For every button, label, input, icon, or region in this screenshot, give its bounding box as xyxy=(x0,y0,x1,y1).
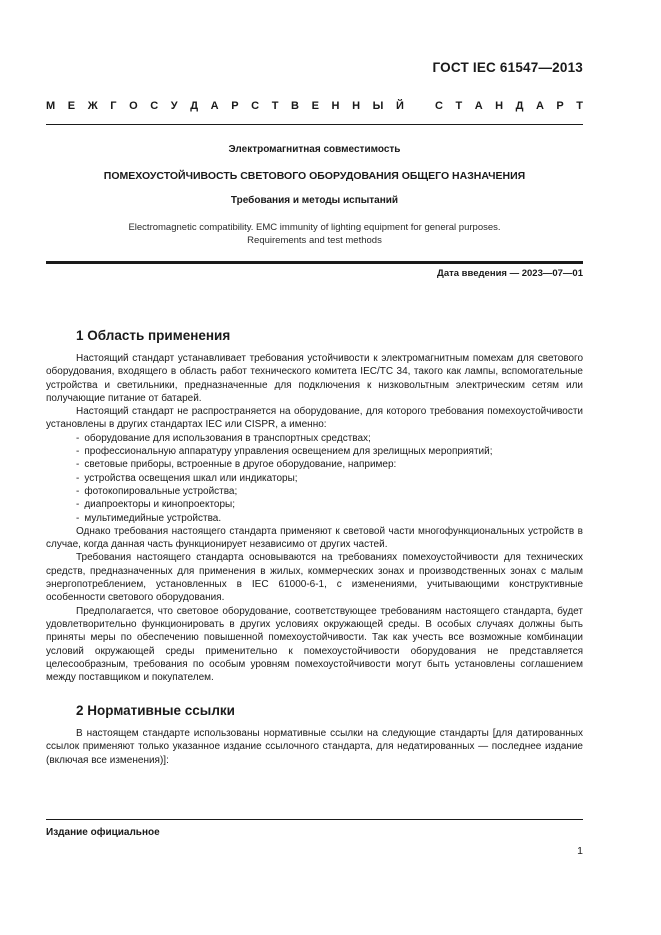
paragraph: Настоящий стандарт устанавливает требования устойчивости к электромагнитным помехам для светового оборудования, входящего в область работ технического комитета IEC/TC 34, такого как лампы, вспомогательные устройства и светильники, предназначенные для подключения к низковольтным электрическим сетям или получающие питание от батарей. xyxy=(46,353,583,404)
list-marker: - xyxy=(76,485,80,497)
list-item: - световые приборы, встроенные в другое оборудование, например: xyxy=(76,459,397,471)
list-marker: - xyxy=(76,446,80,458)
english-title xyxy=(46,221,583,247)
banner-letter: Т xyxy=(576,100,583,112)
page-number: 1 xyxy=(577,845,583,857)
banner-letter: Н xyxy=(352,100,361,112)
list-marker: - xyxy=(76,459,80,471)
document-subtitle: Требования и методы испытаний xyxy=(230,195,399,206)
list-marker: - xyxy=(76,512,80,524)
banner-letter: С xyxy=(435,100,443,112)
paragraph: Требования настоящего стандарта основываются на требованиях помехоустойчивости для технических средств, предназначенных для применения в жилых, коммерческих зонах и производственных зонах с малым энергопотреблением, установленных в IEC 61000-6-1, с изменениями, учитывающими конструктивные особенности светового оборудования. xyxy=(46,552,583,604)
banner-letter: А xyxy=(474,100,483,112)
exclusion-list xyxy=(46,432,583,525)
title-divider xyxy=(46,261,583,264)
section-2-body xyxy=(46,727,583,767)
banner-letter: У xyxy=(170,100,178,112)
banner-letter: Й xyxy=(395,100,404,112)
list-marker: - xyxy=(76,432,80,444)
paragraph: В настоящем стандарте использованы нормативные ссылки на следующие стандарты [для датированных ссылок применяют только указанное издание ссылочного стандарта, для недатированных — последнее издание (включая все изменения)]: xyxy=(46,728,583,766)
paragraph: Настоящий стандарт не распространяется на оборудование, для которого требования помехоустойчивости установлены в других стандартах IEC или CISPR, а именно: xyxy=(46,406,583,431)
banner-letter: Ы xyxy=(372,100,384,112)
standard-word xyxy=(435,100,583,112)
banner-letter: Т xyxy=(455,100,463,112)
document-subject: Электромагнитная совместимость xyxy=(228,144,401,155)
banner-letter: Ж xyxy=(87,100,98,112)
paragraph: Однако требования настоящего стандарта применяют к световой части многофункциональных устройств в случае, когда данная часть функционирует независимо от других частей. xyxy=(46,525,583,551)
banner-letter: Р xyxy=(556,100,564,112)
english-title-line1: Electromagnetic compatibility. EMC immunity of lighting equipment for general purposes. xyxy=(128,222,501,233)
interstate-word xyxy=(46,100,404,112)
top-divider xyxy=(46,124,583,125)
section-2-heading: 2 Нормативные ссылки xyxy=(76,703,235,718)
list-item: - мультимедийные устройства. xyxy=(76,512,222,524)
banner-letter: С xyxy=(150,100,159,112)
banner-letter: Г xyxy=(110,100,117,112)
introduction-date: Дата введения — 2023—07—01 xyxy=(437,268,583,279)
section-1-body xyxy=(46,352,583,684)
banner-letter: Д xyxy=(190,100,199,112)
list-marker: - xyxy=(76,499,80,511)
list-item: - устройства освещения шкал или индикаторы; xyxy=(76,472,298,484)
list-item: - оборудование для использования в транспортных средствах; xyxy=(76,432,371,444)
banner-letter: О xyxy=(129,100,138,112)
list-item: - профессиональную аппаратуру управления освещением для зрелищных мероприятий; xyxy=(76,446,493,458)
banner-letter: А xyxy=(535,100,544,112)
list-marker: - xyxy=(76,472,80,484)
interstate-standard-banner xyxy=(46,100,583,112)
list-item: - диапроекторы и кинопроекторы; xyxy=(76,499,236,511)
banner-letter: М xyxy=(46,100,56,112)
banner-letter: Т xyxy=(271,100,279,112)
banner-letter: Д xyxy=(515,100,524,112)
official-edition-label: Издание официальное xyxy=(46,827,160,838)
section-1-heading: 1 Область применения xyxy=(76,328,231,343)
banner-letter: Е xyxy=(311,100,319,112)
banner-letter: А xyxy=(210,100,219,112)
paragraph: Предполагается, что световое оборудование, соответствующее требованиям настоящего стандарта, будет удовлетворительно функционировать в других условиях окружающей среды. В особых случаях должны быть приняты меры по обеспечению повышенной помехоустойчивости. Так как учесть все возможные комбинации условий окружающей среды применительно к помехоустойчивости оборудования не представляется целесообразным, требования по особым уровням помехоустойчивости могут быть установлены соглашением между поставщиком и покупателем. xyxy=(46,605,583,684)
banner-letter: Е xyxy=(67,100,76,112)
document-title: ПОМЕХОУСТОЙЧИВОСТЬ СВЕТОВОГО ОБОРУДОВАНИЯ ОБЩЕГО НАЗНАЧЕНИЯ xyxy=(103,170,526,182)
english-title-line2: Requirements and test methods xyxy=(247,235,382,246)
document-code: ГОСТ IEC 61547—2013 xyxy=(432,60,583,75)
footer-divider xyxy=(46,819,583,820)
list-item: - фотокопировальные устройства; xyxy=(76,485,238,497)
banner-letter: Н xyxy=(495,100,504,112)
banner-letter: В xyxy=(291,100,299,112)
banner-letter: Р xyxy=(231,100,239,112)
banner-letter: Н xyxy=(331,100,340,112)
banner-letter: С xyxy=(251,100,260,112)
